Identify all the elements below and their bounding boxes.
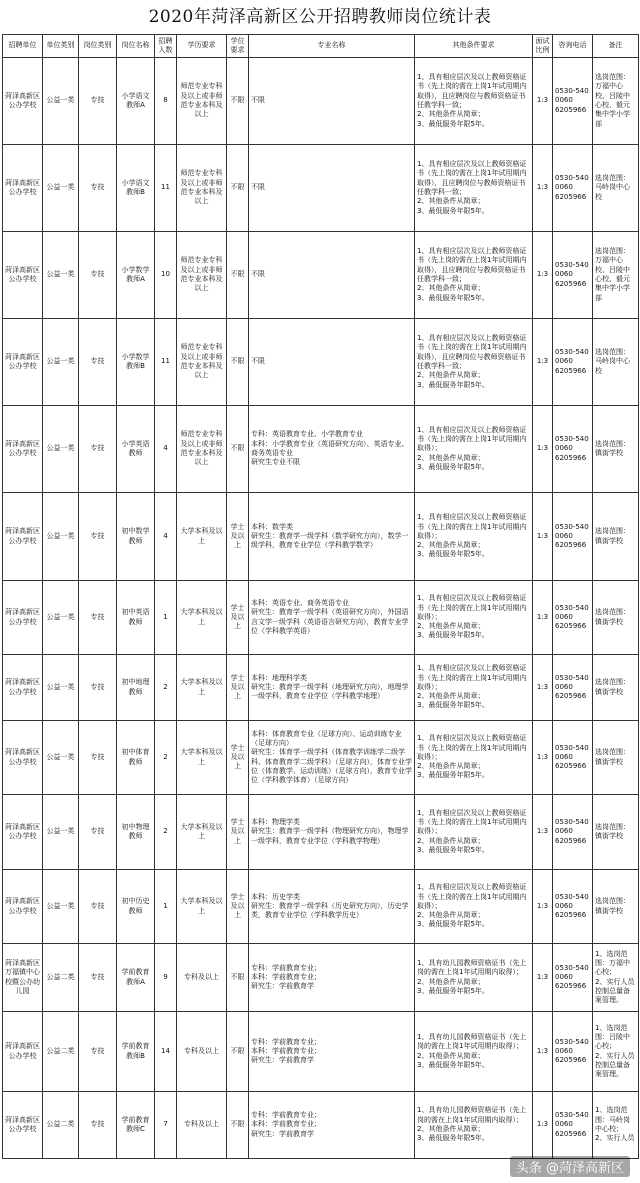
major-cell: 专科：学前教育专业； 本科：学前教育专业； 研究生：学前教育学 xyxy=(249,1012,415,1092)
phone-cell: 0530-5400060 6205966 xyxy=(553,493,593,581)
conditions-cell: 1、具有相应层次及以上教师资格证书（先上岗的需在上岗1年试用期内取得），且应聘岗位与教师资格证书任教学科一致； 2、其他条件从简章； 3、最低服务年限5年。 xyxy=(415,145,533,232)
unit-cell: 菏泽高新区公办学校 xyxy=(3,145,43,232)
phone-cell: 0530-5400060 6205966 xyxy=(553,319,593,406)
post-type-cell: 专技 xyxy=(79,1012,117,1092)
major-cell: 本科：历史学类 研究生：教育学一级学科（历史研究方向），历史学类，教育专业学位（学科教学历史） xyxy=(249,870,415,944)
post-type-cell: 专技 xyxy=(79,1092,117,1159)
unit-type-cell: 公益一类 xyxy=(43,581,79,655)
interview-ratio-cell: 1:3 xyxy=(533,581,553,655)
conditions-cell: 1、具有相应层次及以上教师资格证书（先上岗的需在上岗1年试用期内取得），且应聘岗位与教师资格证书任教学科一致； 2、其他条件从简章； 3、最低服务年限5年。 xyxy=(415,232,533,319)
quota-cell: 4 xyxy=(155,406,177,493)
degree-cell: 学士及以上 xyxy=(227,870,249,944)
major-cell: 专科：学前教育专业； 本科：学前教育专业； 研究生：学前教育学 xyxy=(249,1092,415,1159)
education-cell: 大学本科及以上 xyxy=(177,870,227,944)
interview-ratio-cell: 1:3 xyxy=(533,58,553,145)
post-name-cell: 初中数学教师 xyxy=(117,493,155,581)
conditions-cell: 1、具有相应层次及以上教师资格证书（先上岗的需在上岗1年试用期内取得），且应聘岗位与教师资格证书任教学科一致； 2、其他条件从简章； 3、最低服务年限5年。 xyxy=(415,319,533,406)
major-cell: 不限 xyxy=(249,58,415,145)
unit-type-cell: 公益一类 xyxy=(43,870,79,944)
note-cell: 选岗范围：镇街学校 xyxy=(593,581,639,655)
major-cell: 不限 xyxy=(249,232,415,319)
degree-cell: 不限 xyxy=(227,1012,249,1092)
post-type-cell: 专技 xyxy=(79,493,117,581)
conditions-cell: 1、具有相应层次及以上教师资格证书（先上岗的需在上岗1年试用期内取得）； 2、其他条件从简章； 3、最低服务年限5年。 xyxy=(415,581,533,655)
unit-cell: 菏泽高新区公办学校 xyxy=(3,581,43,655)
post-type-cell: 专技 xyxy=(79,795,117,870)
unit-type-cell: 公益二类 xyxy=(43,1012,79,1092)
header-cell: 岗位名称 xyxy=(117,35,155,58)
degree-cell: 不限 xyxy=(227,944,249,1012)
table-row xyxy=(3,655,639,721)
interview-ratio-cell: 1:3 xyxy=(533,721,553,795)
degree-cell: 学士及以上 xyxy=(227,581,249,655)
table-row xyxy=(3,1092,639,1159)
note-cell: 选岗范围：马岭岗中心校 xyxy=(593,145,639,232)
post-type-cell: 专技 xyxy=(79,655,117,721)
conditions-cell: 1、具有相应层次及以上教师资格证书（先上岗的需在上岗1年试用期内取得）； 2、其他条件从简章； 3、最低服务年限5年。 xyxy=(415,493,533,581)
post-name-cell: 小学语文教师A xyxy=(117,58,155,145)
education-cell: 大学本科及以上 xyxy=(177,721,227,795)
quota-cell: 10 xyxy=(155,232,177,319)
phone-cell: 0530-5400060 6205966 xyxy=(553,232,593,319)
education-cell: 师范专业专科及以上或非师范专业本科及以上 xyxy=(177,232,227,319)
table-row xyxy=(3,58,639,145)
header-cell: 咨询电话 xyxy=(553,35,593,58)
conditions-cell: 1、具有相应层次及以上教师资格证书（先上岗的需在上岗1年试用期内取得）； 2、其他条件从简章； 3、最低服务年限5年。 xyxy=(415,870,533,944)
table-body xyxy=(3,58,639,1159)
unit-cell: 菏泽高新区公办学校 xyxy=(3,319,43,406)
degree-cell: 不限 xyxy=(227,1092,249,1159)
post-type-cell: 专技 xyxy=(79,58,117,145)
note-cell: 选岗范围：镇街学校 xyxy=(593,655,639,721)
post-name-cell: 初中历史教师 xyxy=(117,870,155,944)
table-row xyxy=(3,493,639,581)
post-name-cell: 初中物理教师 xyxy=(117,795,155,870)
post-type-cell: 专技 xyxy=(79,145,117,232)
unit-type-cell: 公益一类 xyxy=(43,795,79,870)
major-cell: 不限 xyxy=(249,319,415,406)
post-name-cell: 小学数学教师B xyxy=(117,319,155,406)
major-cell: 不限 xyxy=(249,145,415,232)
table-row xyxy=(3,581,639,655)
quota-cell: 2 xyxy=(155,795,177,870)
major-cell: 本科：地理科学类 研究生：教育学一级学科（地理研究方向），地理学一级学科，教育专业学位（学科教学地理） xyxy=(249,655,415,721)
header-cell: 学历要求 xyxy=(177,35,227,58)
interview-ratio-cell: 1:3 xyxy=(533,1092,553,1159)
post-type-cell: 专技 xyxy=(79,944,117,1012)
note-cell: 选岗范围：镇街学校 xyxy=(593,493,639,581)
unit-cell: 菏泽高新区公办学校 xyxy=(3,58,43,145)
quota-cell: 11 xyxy=(155,319,177,406)
conditions-cell: 1、具有幼儿园教师资格证书（先上岗的需在上岗1年试用期内取得）； 2、其他条件从简章； 3、最低服务年限5年。 xyxy=(415,1012,533,1092)
education-cell: 专科及以上 xyxy=(177,1012,227,1092)
note-cell: 选岗范围：万福中心校、吕陵中心校、毅元集中学小学部 xyxy=(593,232,639,319)
unit-cell: 菏泽高新区公办学校 xyxy=(3,721,43,795)
table-row xyxy=(3,870,639,944)
education-cell: 专科及以上 xyxy=(177,944,227,1012)
unit-cell: 菏泽高新区公办学校 xyxy=(3,493,43,581)
unit-type-cell: 公益一类 xyxy=(43,721,79,795)
education-cell: 师范专业专科及以上或非师范专业本科及以上 xyxy=(177,406,227,493)
conditions-cell: 1、具有相应层次及以上教师资格证书（先上岗的需在上岗1年试用期内取得）； 2、其他条件从简章； 3、最低服务年限5年。 xyxy=(415,795,533,870)
post-name-cell: 初中英语教师 xyxy=(117,581,155,655)
quota-cell: 1 xyxy=(155,581,177,655)
note-cell: 选岗范围：镇街学校 xyxy=(593,721,639,795)
conditions-cell: 1、具有幼儿园教师资格证书（先上岗的需在上岗1年试用期内取得）； 2、其他条件从简章； 3、最低服务年限5年。 xyxy=(415,944,533,1012)
table-row xyxy=(3,721,639,795)
phone-cell: 0530-5400060 6205966 xyxy=(553,721,593,795)
interview-ratio-cell: 1:3 xyxy=(533,1012,553,1092)
table-row xyxy=(3,145,639,232)
quota-cell: 4 xyxy=(155,493,177,581)
unit-type-cell: 公益一类 xyxy=(43,406,79,493)
post-name-cell: 小学英语教师 xyxy=(117,406,155,493)
conditions-cell: 1、具有相应层次及以上教师资格证书（先上岗的需在上岗1年试用期内取得）； 2、其他条件从简章； 3、最低服务年限5年。 xyxy=(415,655,533,721)
education-cell: 师范专业专科及以上或非师范专业本科及以上 xyxy=(177,145,227,232)
post-name-cell: 小学数学教师A xyxy=(117,232,155,319)
post-name-cell: 初中体育教师 xyxy=(117,721,155,795)
header-cell: 专业名称 xyxy=(249,35,415,58)
interview-ratio-cell: 1:3 xyxy=(533,406,553,493)
degree-cell: 学士及以上 xyxy=(227,721,249,795)
quota-cell: 1 xyxy=(155,870,177,944)
post-name-cell: 学前教育教师A xyxy=(117,944,155,1012)
major-cell: 本科：物理学类 研究生：教育学一级学科（物理研究方向），物理学一级学科，教育专业学位（学科教学物理） xyxy=(249,795,415,870)
header-cell: 招聘单位 xyxy=(3,35,43,58)
header-cell: 学位要求 xyxy=(227,35,249,58)
interview-ratio-cell: 1:3 xyxy=(533,795,553,870)
quota-cell: 14 xyxy=(155,1012,177,1092)
table-row xyxy=(3,406,639,493)
post-name-cell: 小学语文教师B xyxy=(117,145,155,232)
phone-cell: 0530-5400060 6205966 xyxy=(553,944,593,1012)
post-type-cell: 专技 xyxy=(79,870,117,944)
post-type-cell: 专技 xyxy=(79,406,117,493)
unit-cell: 菏泽高新区公办学校 xyxy=(3,1092,43,1159)
unit-cell: 菏泽高新区公办学校 xyxy=(3,655,43,721)
interview-ratio-cell: 1:3 xyxy=(533,493,553,581)
quota-cell: 9 xyxy=(155,944,177,1012)
unit-cell: 菏泽高新区万福镇中心校暨公办幼儿园 xyxy=(3,944,43,1012)
table-row xyxy=(3,944,639,1012)
phone-cell: 0530-5400060 6205966 xyxy=(553,406,593,493)
post-type-cell: 专技 xyxy=(79,319,117,406)
unit-cell: 菏泽高新区公办学校 xyxy=(3,232,43,319)
phone-cell: 0530-5400060 6205966 xyxy=(553,870,593,944)
education-cell: 大学本科及以上 xyxy=(177,581,227,655)
post-name-cell: 学前教育教师C xyxy=(117,1092,155,1159)
table-row xyxy=(3,795,639,870)
unit-cell: 菏泽高新区公办学校 xyxy=(3,406,43,493)
phone-cell: 0530-5400060 6205966 xyxy=(553,795,593,870)
note-cell: 1、选岗范围：马岭岗中心校； 2、实行人员 xyxy=(593,1092,639,1159)
table-row xyxy=(3,232,639,319)
page-title: 2020年菏泽高新区公开招聘教师岗位统计表 xyxy=(148,7,492,27)
interview-ratio-cell: 1:3 xyxy=(533,655,553,721)
unit-type-cell: 公益一类 xyxy=(43,145,79,232)
post-name-cell: 学前教育教师B xyxy=(117,1012,155,1092)
interview-ratio-cell: 1:3 xyxy=(533,145,553,232)
note-cell: 1、选岗范围：万福中心校； 2、实行人员控制总量备案管理。 xyxy=(593,944,639,1012)
note-cell: 选岗范围：镇街学校 xyxy=(593,870,639,944)
note-cell: 选岗范围：马岭岗中心校 xyxy=(593,319,639,406)
header-row xyxy=(3,35,639,58)
unit-type-cell: 公益二类 xyxy=(43,1092,79,1159)
degree-cell: 不限 xyxy=(227,58,249,145)
watermark: 头条 @菏泽高新区 xyxy=(510,1156,630,1177)
quota-cell: 8 xyxy=(155,58,177,145)
education-cell: 大学本科及以上 xyxy=(177,795,227,870)
header-cell: 岗位类别 xyxy=(79,35,117,58)
quota-cell: 11 xyxy=(155,145,177,232)
conditions-cell: 1、具有相应层次及以上教师资格证书（先上岗的需在上岗1年试用期内取得）； 2、其他条件从简章； 3、最低服务年限5年。 xyxy=(415,406,533,493)
degree-cell: 不限 xyxy=(227,145,249,232)
phone-cell: 0530-5400060 6205966 xyxy=(553,655,593,721)
education-cell: 师范专业专科及以上或非师范专业本科及以上 xyxy=(177,319,227,406)
quota-cell: 2 xyxy=(155,721,177,795)
unit-cell: 菏泽高新区公办学校 xyxy=(3,1012,43,1092)
major-cell: 专科：学前教育专业； 本科：学前教育专业； 研究生：学前教育学 xyxy=(249,944,415,1012)
note-cell: 选岗范围：镇街学校 xyxy=(593,795,639,870)
degree-cell: 学士及以上 xyxy=(227,493,249,581)
unit-type-cell: 公益一类 xyxy=(43,493,79,581)
recruitment-table xyxy=(2,34,639,1159)
unit-type-cell: 公益一类 xyxy=(43,655,79,721)
phone-cell: 0530-5400060 6205966 xyxy=(553,1092,593,1159)
post-type-cell: 专技 xyxy=(79,581,117,655)
major-cell: 本科：数学类 研究生：教育学一级学科（数学研究方向），数学一级学科，教育专业学位（学科教学数学） xyxy=(249,493,415,581)
major-cell: 本科：英语专业、商务英语专业 研究生：教育学一级学科（英语研究方向），外国语言文学一级学科（英语语言研究方向），教育专业学位（学科教学英语） xyxy=(249,581,415,655)
unit-type-cell: 公益一类 xyxy=(43,58,79,145)
header-cell: 其他条件要求 xyxy=(415,35,533,58)
unit-type-cell: 公益一类 xyxy=(43,232,79,319)
header-cell: 招聘人数 xyxy=(155,35,177,58)
phone-cell: 0530-5400060 6205966 xyxy=(553,58,593,145)
table-row xyxy=(3,319,639,406)
note-cell: 选岗范围：镇街学校 xyxy=(593,406,639,493)
education-cell: 大学本科及以上 xyxy=(177,493,227,581)
degree-cell: 不限 xyxy=(227,319,249,406)
post-type-cell: 专技 xyxy=(79,232,117,319)
interview-ratio-cell: 1:3 xyxy=(533,319,553,406)
conditions-cell: 1、具有幼儿园教师资格证书（先上岗的需在上岗1年试用期内取得）； 2、其他条件从简章； 3、最低服务年限5年。 xyxy=(415,1092,533,1159)
education-cell: 师范专业专科及以上或非师范专业本科及以上 xyxy=(177,58,227,145)
unit-cell: 菏泽高新区公办学校 xyxy=(3,795,43,870)
phone-cell: 0530-5400060 6205966 xyxy=(553,581,593,655)
interview-ratio-cell: 1:3 xyxy=(533,870,553,944)
post-type-cell: 专技 xyxy=(79,721,117,795)
major-cell: 专科：英语教育专业、小学教育专业 本科：小学教育专业（英语研究方向）、英语专业、商务英语专业 研究生专业不限 xyxy=(249,406,415,493)
unit-type-cell: 公益二类 xyxy=(43,944,79,1012)
degree-cell: 不限 xyxy=(227,232,249,319)
degree-cell: 学士及以上 xyxy=(227,795,249,870)
conditions-cell: 1、具有相应层次及以上教师资格证书（先上岗的需在上岗1年试用期内取得），且应聘岗位与教师资格证书任教学科一致； 2、其他条件从简章； 3、最低服务年限5年。 xyxy=(415,58,533,145)
header-cell: 备注 xyxy=(593,35,639,58)
post-name-cell: 初中地理教师 xyxy=(117,655,155,721)
header-cell: 单位类别 xyxy=(43,35,79,58)
degree-cell: 不限 xyxy=(227,406,249,493)
degree-cell: 学士及以上 xyxy=(227,655,249,721)
header-cell: 面试比例 xyxy=(533,35,553,58)
quota-cell: 7 xyxy=(155,1092,177,1159)
unit-cell: 菏泽高新区公办学校 xyxy=(3,870,43,944)
education-cell: 大学本科及以上 xyxy=(177,655,227,721)
education-cell: 专科及以上 xyxy=(177,1092,227,1159)
quota-cell: 2 xyxy=(155,655,177,721)
conditions-cell: 1、具有相应层次及以上教师资格证书（先上岗的需在上岗1年试用期内取得）； 2、其他条件从简章； 3、最低服务年限5年。 xyxy=(415,721,533,795)
unit-type-cell: 公益一类 xyxy=(43,319,79,406)
table-row xyxy=(3,1012,639,1092)
note-cell: 1、选岗范围：吕陵中心校； 2、实行人员控制总量备案管理。 xyxy=(593,1012,639,1092)
interview-ratio-cell: 1:3 xyxy=(533,232,553,319)
phone-cell: 0530-5400060 6205966 xyxy=(553,1012,593,1092)
phone-cell: 0530-5400060 6205966 xyxy=(553,145,593,232)
interview-ratio-cell: 1:3 xyxy=(533,944,553,1012)
major-cell: 本科：体育教育专业（足球方向）、运动训练专业（足球方向） 研究生：体育学一级学科（体育教学训练学二级学科、体育教育学二级学科）（足球方向），体育专业学位（体育教学、运动训练）（足球方向），教育专业学位（学科教学体育）（足球方向） xyxy=(249,721,415,795)
note-cell: 选岗范围：万福中心校、吕陵中心校、毅元集中学小学部 xyxy=(593,58,639,145)
